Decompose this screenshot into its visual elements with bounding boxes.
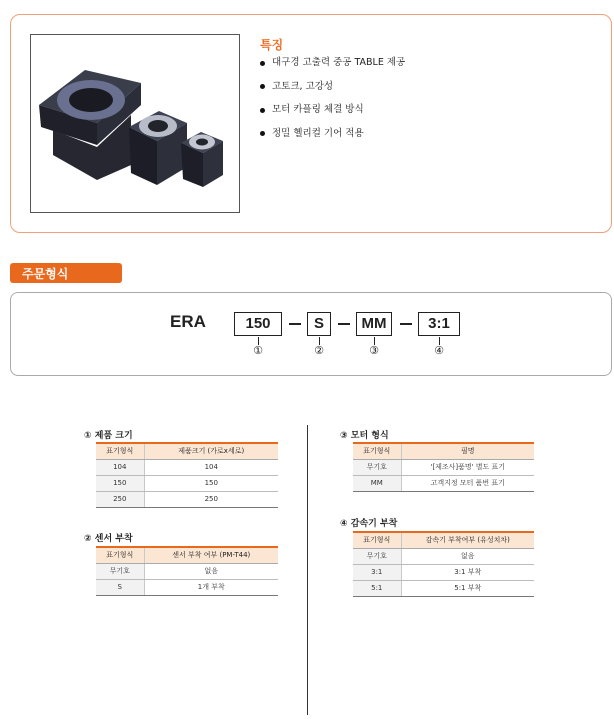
table-row: S 1개 부착 bbox=[96, 579, 278, 595]
motor-table bbox=[353, 442, 534, 492]
code-sensor: S bbox=[307, 312, 331, 336]
table-header: 표기형식 bbox=[353, 532, 401, 548]
table-header-row bbox=[96, 547, 278, 563]
table-header: 제품크기 (가로x세로) bbox=[144, 443, 278, 459]
table-header: 감속기 부착여부 (유성치차) bbox=[401, 532, 534, 548]
table-row: 150 150 bbox=[96, 475, 278, 491]
table-row: 무기호 '[제조사]품명' 별도 표기 bbox=[353, 459, 534, 475]
table-row: 무기호 없음 bbox=[353, 548, 534, 564]
features-list bbox=[260, 56, 405, 150]
code-separator bbox=[400, 323, 412, 325]
table-header: 표기형식 bbox=[353, 443, 401, 459]
table-row: MM 고객지정 모터 품번 표기 bbox=[353, 475, 534, 491]
table-header-row bbox=[353, 532, 534, 548]
feature-item: 모터 카플링 체결 방식 bbox=[260, 103, 405, 127]
table-header-row bbox=[96, 443, 278, 459]
bullet-icon bbox=[260, 61, 265, 66]
model-prefix: ERA bbox=[170, 312, 206, 331]
bullet-icon bbox=[260, 108, 265, 113]
order-format-label: 주문형식 bbox=[22, 267, 69, 281]
section-title-reducer: ④ 감속기 부착 bbox=[340, 519, 398, 529]
size-table bbox=[96, 442, 278, 508]
table-row: 3:1 3:1 부착 bbox=[353, 564, 534, 580]
table-header: 표기형식 bbox=[96, 547, 144, 563]
table-row: 5:1 5:1 부착 bbox=[353, 580, 534, 596]
section-title-size: ① 제품 크기 bbox=[84, 431, 133, 441]
code-motor: MM bbox=[356, 312, 392, 336]
code-separator bbox=[289, 323, 301, 325]
code-number: ④ bbox=[434, 344, 444, 357]
feature-item: 대구경 고출력 중공 TABLE 제공 bbox=[260, 56, 405, 80]
table-row: 104 104 bbox=[96, 459, 278, 475]
code-reducer: 3:1 bbox=[418, 312, 460, 336]
code-number: ③ bbox=[369, 344, 379, 357]
table-row: 무기호 없음 bbox=[96, 563, 278, 579]
table-row: 250 250 bbox=[96, 491, 278, 507]
section-title-motor: ③ 모터 형식 bbox=[340, 431, 389, 441]
table-header: 센서 부착 여부 (PM-T44) bbox=[144, 547, 278, 563]
code-number: ① bbox=[253, 344, 263, 357]
code-size: 150 bbox=[234, 312, 282, 336]
code-number: ② bbox=[314, 344, 324, 357]
feature-item: 정밀 헬리컬 기어 적용 bbox=[260, 127, 405, 151]
bullet-icon bbox=[260, 131, 265, 136]
column-divider bbox=[307, 425, 308, 715]
table-header-row bbox=[353, 443, 534, 459]
order-format-tab bbox=[10, 263, 122, 283]
bullet-icon bbox=[260, 84, 265, 89]
feature-item: 고토크, 고강성 bbox=[260, 80, 405, 104]
table-header: 필명 bbox=[401, 443, 534, 459]
features-title: 특징 bbox=[260, 38, 284, 52]
rotary-table-illustration bbox=[31, 35, 239, 212]
section-title-sensor: ② 센서 부착 bbox=[84, 534, 133, 544]
reducer-table bbox=[353, 531, 534, 597]
sensor-table bbox=[96, 546, 278, 596]
code-separator bbox=[338, 323, 350, 325]
table-header: 표기형식 bbox=[96, 443, 144, 459]
product-photo bbox=[30, 34, 240, 213]
